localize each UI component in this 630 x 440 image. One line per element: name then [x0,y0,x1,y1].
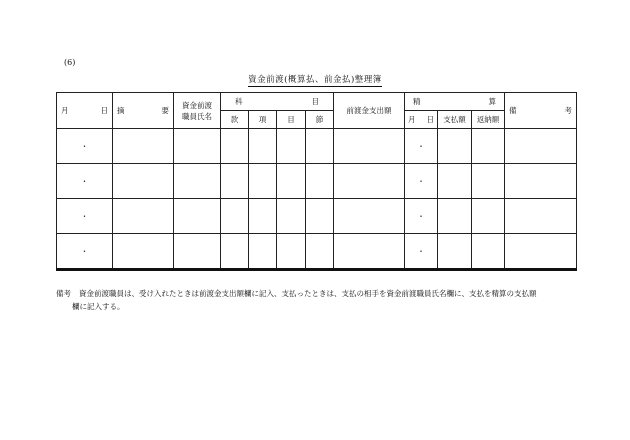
moku-cell [277,164,306,199]
remarks-cell [505,129,577,164]
section-number: (6) [64,58,76,67]
disbursed-cell [334,129,405,164]
header-summary-b: 要 [161,106,169,115]
kou-cell [249,199,277,234]
header-refund-amount: 返納額 [472,111,505,129]
table-row [57,234,577,270]
refund-amount-cell [472,234,505,270]
kan-cell [221,129,249,164]
header-settlement-a: 精 [413,97,421,106]
remarks-cell [505,164,577,199]
settle-date-cell: ・ [405,129,438,164]
kou-cell [249,164,277,199]
kan-cell [221,164,249,199]
header-date [57,93,113,129]
kou-cell [249,234,277,270]
summary-cell [113,129,174,164]
kan-cell [221,234,249,270]
header-remarks-b: 考 [564,106,573,115]
refund-amount-cell [472,164,505,199]
moku-cell [277,199,306,234]
header-kou: 項 [249,111,277,129]
note-heading: 備考 [56,289,71,298]
header-month: 月 [61,106,69,115]
date-cell: ・ [57,199,113,234]
header-remarks [505,93,577,129]
staff-name-cell [174,164,221,199]
disbursed-cell [334,199,405,234]
refund-amount-cell [472,199,505,234]
header-staff-name [174,93,221,129]
header-day: 日 [100,106,108,115]
staff-name-cell [174,129,221,164]
staff-name-cell [174,199,221,234]
summary-cell [113,234,174,270]
header-staff-name-line1: 資金前渡 [182,100,212,110]
header-settlement-b: 算 [488,97,497,106]
setsu-cell [306,164,334,199]
disbursed-cell [334,234,405,270]
settle-date-cell: ・ [405,199,438,234]
paid-amount-cell [438,234,472,270]
paid-amount-cell [438,129,472,164]
paid-amount-cell [438,199,472,234]
header-disbursed: 前渡金支出額 [334,93,405,129]
remarks-cell [505,234,577,270]
header-account-b: 目 [311,97,319,106]
header-settle-month: 月 [408,115,416,124]
settle-date-cell: ・ [405,164,438,199]
header-summary [113,93,174,129]
kou-cell [249,129,277,164]
staff-name-cell [174,234,221,270]
header-account-a: 科 [235,97,243,106]
page-title [0,73,630,85]
note-line-2: 欄に記入する。 [72,302,125,311]
settle-date-cell: ・ [405,234,438,270]
setsu-cell [306,129,334,164]
setsu-cell [306,199,334,234]
moku-cell [277,234,306,270]
remarks-cell [505,199,577,234]
date-cell: ・ [57,234,113,270]
header-account [221,93,334,111]
kan-cell [221,199,249,234]
summary-cell [113,164,174,199]
date-cell: ・ [57,164,113,199]
setsu-cell [306,234,334,270]
header-remarks-a: 備 [509,106,517,115]
header-kan: 款 [221,111,249,129]
header-moku: 目 [277,111,306,129]
ledger-table [56,92,577,271]
date-cell: ・ [57,129,113,164]
table-row [57,199,577,234]
header-settle-day: 日 [426,115,434,124]
header-settlement [405,93,505,111]
disbursed-cell [334,164,405,199]
page-title-text: 資金前渡(概算払、前金払)整理簿 [248,75,382,85]
paid-amount-cell [438,164,472,199]
note-line-1: 資金前渡職員は、受け入れたときは前渡金支出額欄に記入、支払ったときは、支払の相手を資金前渡職員氏名欄に、支払を精算の支払額 [79,289,537,298]
refund-amount-cell [472,129,505,164]
summary-cell [113,199,174,234]
header-staff-name-line2: 職員氏名 [182,111,212,121]
table-row [57,129,577,164]
header-summary-a: 摘 [117,106,125,115]
header-settle-date [405,111,438,129]
header-paid-amount: 支払額 [438,111,472,129]
remarks-note [56,287,582,313]
header-setsu: 節 [306,111,334,129]
table-row [57,164,577,199]
moku-cell [277,129,306,164]
